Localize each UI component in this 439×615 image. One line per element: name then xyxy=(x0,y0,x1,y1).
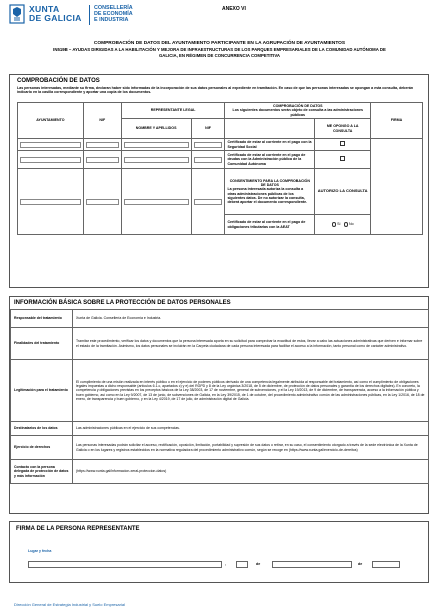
consent-title: CONSENTIMIENTO PARA LA COMPROBACIÓN DE DATOS xyxy=(229,178,310,187)
comprobacion-section xyxy=(9,74,429,288)
info-label: Responsable del tratamiento xyxy=(11,310,73,328)
doc3-radio-cell xyxy=(315,215,371,235)
table-row xyxy=(18,139,423,151)
ayuntamiento-cell xyxy=(18,169,84,235)
day-input[interactable] xyxy=(236,561,248,568)
nombre-cell xyxy=(121,139,191,151)
comprobacion-table xyxy=(17,102,423,235)
info-text: Xunta de Galicia. Consellería de Economía e Industria. xyxy=(73,310,429,328)
doc2-check-cell xyxy=(315,151,371,169)
doc1-check-cell xyxy=(315,139,371,151)
info-row xyxy=(11,436,429,460)
nif-cell xyxy=(83,169,121,235)
dept-line-1: CONSELLERÍA xyxy=(94,5,133,11)
comma-sep: , xyxy=(225,562,226,566)
doc-title-2: IN519B – AYUDAS DIRIGIDAS A LA HABILITACIÓN Y MEJORA DE INFRAESTRUCTURAS DE LOS PARQUES EMPRESARIALES DE LA COMUNIDAD AUTÓNOMA DE xyxy=(53,47,386,52)
doc2-checkbox[interactable] xyxy=(340,156,345,161)
nif2-input[interactable] xyxy=(194,199,223,205)
info-text: (https://www.xunta.gal/informacion-xeral-proteccion-datos) xyxy=(73,460,429,484)
comprobacion-intro: Las personas interesadas, mediante su firma, declaran haber sido informadas de la incorporación de sus datos personales al expediente en tramitación. En caso de que las personas interesadas se opongan a esta consulta, deberán indicarlo en la casilla correspondiente y aportar una copia de los documentos. xyxy=(17,86,414,95)
consent-text: La persona interesada autoriza la consulta a otras administraciones públicas de los siguientes datos. De no autorizar la consulta, deberá aportar el documento correspondiente. xyxy=(227,187,308,205)
doc3-label: Certificado de estar al corriente en el pago de obligaciones tributarias con la AEAT xyxy=(225,215,315,235)
col-nombre: NOMBRE Y APELLIDOS xyxy=(121,119,191,139)
firma-section xyxy=(9,521,429,583)
doc2-label: Certificado de estar al corriente en el pago de deudas con la Administración pública de la Comunidad Autónoma xyxy=(225,151,315,169)
nif-input[interactable] xyxy=(86,157,119,163)
info-row xyxy=(11,360,429,422)
no-radio[interactable] xyxy=(344,222,349,227)
col-ayuntamiento: AYUNTAMIENTO xyxy=(18,103,84,139)
info-row xyxy=(11,422,429,436)
firma-title: FIRMA DE LA PERSONA REPRESENTANTE xyxy=(16,526,140,532)
logo-line-2: DE GALICIA xyxy=(29,13,82,23)
info-row xyxy=(11,460,429,484)
nombre-cell xyxy=(121,169,191,235)
col-blank xyxy=(225,119,315,139)
info-table xyxy=(10,309,429,484)
info-row xyxy=(11,328,429,360)
nif2-cell xyxy=(191,139,225,151)
info-label: Contacto con la persona delegada de protección de datos y más información xyxy=(11,460,73,484)
col-comprobacion xyxy=(225,103,371,119)
ayuntamiento-cell xyxy=(18,139,84,151)
xunta-shield-icon xyxy=(9,4,25,24)
nif-input[interactable] xyxy=(86,142,119,148)
doc1-label: Certificado de estar al corriente en el pago con la Seguridad Social xyxy=(225,139,315,151)
logo-separator xyxy=(89,5,90,25)
dept-line-3: E INDUSTRIA xyxy=(94,17,129,24)
doc1-checkbox[interactable] xyxy=(340,141,345,146)
nif2-input[interactable] xyxy=(194,157,223,163)
col-nif: NIF xyxy=(83,103,121,139)
nombre-input[interactable] xyxy=(124,199,189,205)
consent-cell xyxy=(225,169,315,215)
nombre-input[interactable] xyxy=(124,157,189,163)
ayuntamiento-cell xyxy=(18,151,84,169)
info-row xyxy=(11,310,429,328)
nombre-input[interactable] xyxy=(124,142,189,148)
nif2-input[interactable] xyxy=(194,142,223,148)
col-me-opongo: ME OPONGO A LA CONSULTA xyxy=(315,119,371,139)
lugar-input[interactable] xyxy=(28,561,222,568)
no-label: No xyxy=(349,222,354,227)
si-radio[interactable] xyxy=(332,222,337,227)
de-label-1: de xyxy=(256,562,261,566)
si-label: Sí xyxy=(337,222,341,227)
year-input[interactable] xyxy=(372,561,400,568)
ayuntamiento-input[interactable] xyxy=(20,199,81,205)
firma-cell[interactable] xyxy=(371,139,423,235)
logo-text xyxy=(29,5,82,23)
dept-line-2: DE ECONOMÍA xyxy=(94,11,133,18)
info-label: Ejercicio de derechos xyxy=(11,436,73,460)
ayuntamiento-input[interactable] xyxy=(20,142,81,148)
table-row xyxy=(18,151,423,169)
info-section xyxy=(9,296,429,514)
info-text: Las personas interesadas podrán solicitar el acceso, rectificación, oposición, limitación, portabilidad y supresión de sus datos o retirar, en su caso, el consentimiento otorgado a través de la sede electrónica de la Xunta de Galicia o en los lugares y registros establecidos en la normativa reguladora del procedimiento administrativo común, según se recoge en (https://www.xunta.gal/exercicio-de-dereitos) xyxy=(73,436,429,460)
logo-line-1: XUNTA xyxy=(29,4,60,14)
nif-input[interactable] xyxy=(86,199,119,205)
footer-text: Dirección General de Estrategia Industrial y Suelo Empresarial xyxy=(14,602,125,607)
month-input[interactable] xyxy=(272,561,352,568)
nif-cell xyxy=(83,151,121,169)
col-autorizo: AUTORIZO LA CONSULTA xyxy=(315,169,371,215)
col-comprobacion-sub: Los siguientes documentos serán objeto de consulta a las administraciones públicas xyxy=(232,108,363,117)
annex-label: ANEXO VI xyxy=(222,6,246,12)
col-firma: FIRMA xyxy=(371,103,423,139)
info-text: Tramitar este procedimiento, verificar los datos y documentos que la persona interesada aporta en su solicitud para comprobar la exactitud de estos, llevar a cabo las actuaciones administrativas que deriven e informar sobre el estado de la tramitación. Asimismo, los datos personales se incluirán en la Carpeta ciudadana de cada persona interesada para facilitar el acceso a la información, tanto personal como de carácter administrativo. xyxy=(73,328,429,360)
xunta-logo xyxy=(9,4,149,30)
doc-title-1: COMPROBACIÓN DE DATOS DEL AYUNTAMIENTO PARTICIPANTE EN LA AGRUPACIÓN DE AYUNTAMIENTOS xyxy=(93,41,346,46)
comprobacion-title: COMPROBACIÓN DE DATOS xyxy=(17,78,100,84)
info-text: El cumplimiento de una misión realizada en interés público o en el ejercicio de poderes públicos derivado de una competencia legalmente atribuida al responsable del tratamiento, así como el cumplimiento de obligaciones legales impuestas a dicho responsable (artículos 6.1.c, apartados c) y e) del RGPD y 8 de la Ley orgánica 3/2018, de 5 de diciembre, de protección de datos personales y garantía de los derechos digitales). En concreto, la competencia y obligaciones previstas en los preceptos básicos de la Ley 38/2003, de 17 de noviembre, general de subvenciones, y el la Ley 19/2013, de 9 de diciembre, de transparencia, acceso a la información pública y buen gobierno, así como en la Ley 9/2007, de 13 de junio, de subvenciones de Galicia, en la Ley 39/2015, de 1 de octubre, del procedimiento administrativo común de las administraciones públicas, en la Ley 1/2016, de 18 de enero, de transparencia y buen gobierno, y en la Ley 4/2019, de 17 de julio, de administración digital de Galicia. xyxy=(73,360,429,422)
department-name xyxy=(94,5,133,24)
table-row xyxy=(18,169,423,215)
info-label: Destinatarios de los datos xyxy=(11,422,73,436)
lugar-label: Lugar y fecha xyxy=(28,549,52,553)
nif2-cell xyxy=(191,169,225,235)
col-comprobacion-title: COMPROBACIÓN DE DATOS xyxy=(272,104,323,109)
info-title: INFORMACIÓN BÁSICA SOBRE LA PROTECCIÓN DE DATOS PERSONALES xyxy=(14,300,231,306)
doc-title-3: GALICIA, EN RÉGIMEN DE CONCURRENCIA COMPETITIVA xyxy=(158,53,281,58)
de-label-2: de xyxy=(358,562,363,566)
nif2-cell xyxy=(191,151,225,169)
info-label: Finalidades del tratamiento xyxy=(11,328,73,360)
nif-cell xyxy=(83,139,121,151)
col-representante: REPRESENTANTE LEGAL xyxy=(121,103,225,119)
info-text: Las administraciones públicas en el ejercicio de sus competencias. xyxy=(73,422,429,436)
nombre-cell xyxy=(121,151,191,169)
info-label: Legitimación para el tratamiento xyxy=(11,360,73,422)
col-nif-2: NIF xyxy=(191,119,225,139)
ayuntamiento-input[interactable] xyxy=(20,157,81,163)
